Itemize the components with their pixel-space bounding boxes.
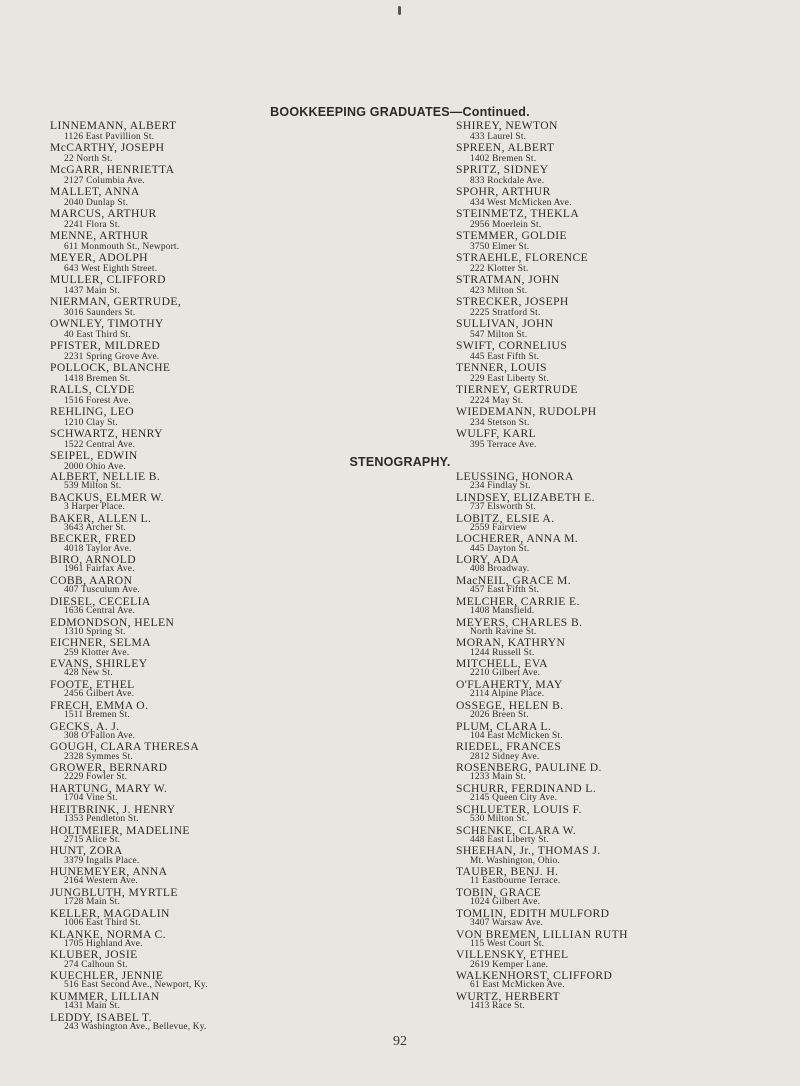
graduate-name: STEMMER, GOLDIE bbox=[456, 229, 567, 242]
graduate-address: 2026 Breen St. bbox=[470, 709, 529, 720]
graduate-address: 1961 Fairfax Ave. bbox=[64, 564, 135, 575]
graduate-name: LINNEMANN, ALBERT bbox=[50, 119, 177, 132]
graduate-address: 547 Milton St. bbox=[470, 329, 528, 340]
bookkeeping-heading: BOOKKEEPING GRADUATES—Continued. bbox=[270, 105, 530, 119]
graduate-entry bbox=[456, 575, 628, 596]
graduate-address: 2241 Flora St. bbox=[64, 219, 121, 230]
graduate-name: MORAN, KATHRYN bbox=[456, 636, 566, 650]
graduate-address: 1233 Main St. bbox=[470, 772, 526, 783]
graduate-name: MALLET, ANNA bbox=[50, 185, 140, 198]
graduate-entry bbox=[456, 318, 597, 340]
graduate-address: 1431 Main St. bbox=[64, 1001, 120, 1012]
graduate-entry bbox=[456, 845, 628, 866]
graduate-entry bbox=[456, 340, 597, 362]
graduate-address: 4018 Taylor Ave. bbox=[64, 543, 132, 554]
graduate-name: COBB, AARON bbox=[50, 573, 133, 587]
graduate-name: GOUGH, CLARA THERESA bbox=[50, 740, 200, 754]
graduate-name: TENNER, LOUIS bbox=[456, 361, 547, 374]
graduate-address: 222 Klotter St. bbox=[470, 263, 529, 274]
graduate-entry bbox=[456, 384, 597, 406]
graduate-address: 445 Dayton St. bbox=[470, 543, 530, 554]
graduate-entry bbox=[456, 428, 597, 450]
graduate-address: 1511 Bremen St. bbox=[64, 709, 130, 720]
graduate-name: LEDDY, ISABEL T. bbox=[50, 1010, 152, 1024]
graduate-entry bbox=[50, 296, 181, 318]
bookkeeping-left-column bbox=[50, 120, 181, 472]
graduate-entry bbox=[456, 866, 628, 887]
graduate-name: VON BREMEN, LILLIAN RUTH bbox=[456, 927, 628, 941]
graduate-address: 3016 Saunders St. bbox=[64, 307, 136, 318]
graduate-address: 2619 Kemper Lane. bbox=[470, 959, 549, 970]
graduate-name: STRECKER, JOSEPH bbox=[456, 295, 569, 308]
graduate-address: 643 West Eighth Street. bbox=[64, 263, 158, 274]
graduate-name: POLLOCK, BLANCHE bbox=[50, 361, 171, 374]
graduate-entry bbox=[456, 804, 628, 825]
graduate-entry bbox=[50, 554, 208, 575]
graduate-entry bbox=[50, 274, 181, 296]
graduate-address: 274 Calhoun St. bbox=[64, 959, 128, 970]
graduate-entry bbox=[456, 762, 628, 783]
graduate-address: 2229 Fowler St. bbox=[64, 772, 128, 783]
graduate-entry bbox=[50, 970, 208, 991]
graduate-name: DIESEL, CECELIA bbox=[50, 594, 151, 608]
graduate-name: HOLTMEIER, MADELINE bbox=[50, 823, 190, 837]
graduate-entry bbox=[456, 679, 628, 700]
graduate-address: 2224 May St. bbox=[470, 395, 524, 406]
graduate-name: ROSENBERG, PAULINE D. bbox=[456, 761, 602, 775]
graduate-name: FRECH, EMMA O. bbox=[50, 698, 149, 712]
graduate-address: 1210 Clay St. bbox=[64, 417, 118, 428]
graduate-name: WIEDEMANN, RUDOLPH bbox=[456, 405, 597, 418]
graduate-name: REHLING, LEO bbox=[50, 405, 135, 418]
graduate-address: 2114 Alpine Place. bbox=[470, 689, 545, 700]
graduate-address: 2456 Gilbert Ave. bbox=[64, 689, 135, 700]
graduate-name: OWNLEY, TIMOTHY bbox=[50, 317, 164, 330]
graduate-name: PLUM, CLARA L. bbox=[456, 719, 552, 733]
graduate-address: 1126 East Pavillion St. bbox=[64, 131, 155, 142]
graduate-address: 1413 Race St. bbox=[470, 1001, 525, 1012]
graduate-entry bbox=[50, 658, 208, 679]
graduate-entry bbox=[456, 637, 628, 658]
graduate-entry bbox=[456, 741, 628, 762]
graduate-name: SCHWARTZ, HENRY bbox=[50, 427, 163, 440]
graduate-entry bbox=[456, 471, 628, 492]
graduate-address: 22 North St. bbox=[64, 153, 113, 164]
graduate-address: 234 Stetson St. bbox=[470, 417, 530, 428]
graduate-address: 833 Rockdale Ave. bbox=[470, 175, 545, 186]
graduate-entry bbox=[50, 428, 181, 450]
graduate-address: 1516 Forest Ave. bbox=[64, 395, 131, 406]
graduate-name: MULLER, CLIFFORD bbox=[50, 273, 166, 286]
graduate-address: 1006 East Third St. bbox=[64, 917, 141, 928]
graduate-entry bbox=[50, 340, 181, 362]
graduate-name: MENNE, ARTHUR bbox=[50, 229, 149, 242]
graduate-name: LOCHERER, ANNA M. bbox=[456, 532, 579, 546]
graduate-address: 3643 Archer St. bbox=[64, 522, 127, 533]
graduate-name: EVANS, SHIRLEY bbox=[50, 657, 148, 671]
graduate-entry bbox=[456, 362, 597, 384]
graduate-name: SPRITZ, SIDNEY bbox=[456, 163, 549, 176]
graduate-name: TOMLIN, EDITH MULFORD bbox=[456, 906, 610, 920]
graduate-entry bbox=[50, 887, 208, 908]
graduate-address: 2145 Queen City Ave. bbox=[470, 793, 558, 804]
graduate-name: MELCHER, CARRIE E. bbox=[456, 594, 580, 608]
graduate-address: 2559 Fairview bbox=[470, 522, 528, 533]
graduate-entry bbox=[456, 296, 597, 318]
graduate-name: LOBITZ, ELSIE A. bbox=[456, 511, 555, 525]
graduate-name: MITCHELL, EVA bbox=[456, 657, 548, 671]
graduate-name: LINDSEY, ELIZABETH E. bbox=[456, 490, 595, 504]
graduate-name: WALKENHORST, CLIFFORD bbox=[456, 969, 613, 983]
graduate-entry bbox=[50, 741, 208, 762]
graduate-entry bbox=[50, 186, 181, 208]
print-mark bbox=[398, 6, 401, 15]
graduate-name: SPOHR, ARTHUR bbox=[456, 185, 551, 198]
graduate-entry bbox=[50, 721, 208, 742]
graduate-name: McGARR, HENRIETTA bbox=[50, 163, 175, 176]
graduate-address: 433 Laurel St. bbox=[470, 131, 527, 142]
graduate-entry bbox=[50, 230, 181, 252]
graduate-address: 3407 Warsaw Ave. bbox=[470, 917, 544, 928]
stenography-left-column bbox=[50, 471, 208, 1033]
graduate-address: 539 Milton St. bbox=[64, 481, 122, 492]
graduate-address: 1437 Main St. bbox=[64, 285, 120, 296]
graduate-address: 1310 Spring St. bbox=[64, 626, 126, 637]
graduate-entry bbox=[50, 164, 181, 186]
graduate-address: 2328 Symmes St. bbox=[64, 751, 133, 762]
graduate-name: KLUBER, JOSIE bbox=[50, 948, 138, 962]
graduate-name: TAUBER, BENJ. H. bbox=[456, 865, 559, 879]
graduate-address: 3750 Elmer St. bbox=[470, 241, 530, 252]
graduate-entry bbox=[50, 825, 208, 846]
graduate-name: STRAEHLE, FLORENCE bbox=[456, 251, 589, 264]
graduate-entry bbox=[50, 533, 208, 554]
graduate-name: BAKER, ALLEN L. bbox=[50, 511, 152, 525]
graduate-address: Mt. Washington, Ohio. bbox=[470, 855, 560, 866]
graduate-entry bbox=[456, 492, 628, 513]
graduate-entry bbox=[50, 845, 208, 866]
graduate-address: 516 East Second Ave., Newport, Ky. bbox=[64, 980, 208, 991]
graduate-entry bbox=[50, 208, 181, 230]
graduate-address: 1024 Gilbert Ave. bbox=[470, 897, 541, 908]
graduate-entry bbox=[50, 120, 181, 142]
graduate-entry bbox=[50, 949, 208, 970]
graduate-name: SPREEN, ALBERT bbox=[456, 141, 555, 154]
graduate-address: 243 Washington Ave., Bellevue, Ky. bbox=[64, 1021, 207, 1032]
graduate-address: 1244 Russell St. bbox=[470, 647, 535, 658]
graduate-name: HUNT, ZORA bbox=[50, 844, 123, 858]
graduate-address: 40 East Third St. bbox=[64, 329, 131, 340]
graduate-name: SULLIVAN, JOHN bbox=[456, 317, 554, 330]
graduate-entry bbox=[50, 362, 181, 384]
graduate-name: EDMONDSON, HELEN bbox=[50, 615, 175, 629]
graduate-address: 259 Klotter Ave. bbox=[64, 647, 130, 658]
graduate-name: FOOTE, ETHEL bbox=[50, 677, 135, 691]
graduate-address: 530 Milton St. bbox=[470, 813, 528, 824]
graduate-address: 2210 Gilbert Ave. bbox=[470, 668, 541, 679]
graduate-address: 3 Harper Place. bbox=[64, 502, 126, 512]
graduate-address: 457 East Fifth St. bbox=[470, 585, 540, 596]
graduate-address: 434 West McMicken Ave. bbox=[470, 197, 572, 208]
graduate-entry bbox=[456, 208, 597, 230]
graduate-entry bbox=[456, 120, 597, 142]
graduate-address: 737 Elsworth St. bbox=[470, 502, 536, 512]
graduate-address: 2000 Ohio Ave. bbox=[64, 461, 126, 472]
graduate-name: McCARTHY, JOSEPH bbox=[50, 141, 165, 154]
graduate-name: HUNEMEYER, ANNA bbox=[50, 865, 168, 879]
graduate-entry bbox=[456, 142, 597, 164]
graduate-address: 1705 Highland Ave. bbox=[64, 938, 143, 949]
graduate-entry bbox=[50, 142, 181, 164]
graduate-address: 2956 Moerlein St. bbox=[470, 219, 542, 230]
graduate-entry bbox=[50, 866, 208, 887]
stenography-right-column bbox=[456, 471, 628, 1012]
graduate-entry bbox=[456, 949, 628, 970]
graduate-name: PFISTER, MILDRED bbox=[50, 339, 161, 352]
graduate-entry bbox=[456, 513, 628, 534]
graduate-address: 2812 Sidney Ave. bbox=[470, 751, 540, 762]
graduate-address: 229 East Liberty St. bbox=[470, 373, 549, 384]
graduate-name: LEUSSING, HONORA bbox=[456, 470, 574, 483]
graduate-entry bbox=[50, 617, 208, 638]
graduate-entry bbox=[456, 721, 628, 742]
graduate-address: 234 Findlay St. bbox=[470, 481, 531, 492]
graduate-entry bbox=[456, 252, 597, 274]
graduate-entry bbox=[456, 406, 597, 428]
graduate-name: EICHNER, SELMA bbox=[50, 636, 151, 650]
graduate-entry bbox=[50, 908, 208, 929]
graduate-address: 308 O'Fallon Ave. bbox=[64, 730, 136, 741]
graduate-name: ALBERT, NELLIE B. bbox=[50, 470, 161, 483]
graduate-entry bbox=[50, 252, 181, 274]
graduate-name: STEINMETZ, THEKLA bbox=[456, 207, 580, 220]
graduate-entry bbox=[50, 929, 208, 950]
graduate-entry bbox=[456, 929, 628, 950]
graduate-address: 428 New St. bbox=[64, 668, 113, 679]
graduate-name: BACKUS, ELMER W. bbox=[50, 490, 164, 504]
graduate-name: JUNGBLUTH, MYRTLE bbox=[50, 885, 178, 899]
graduate-name: MEYERS, CHARLES B. bbox=[456, 615, 583, 629]
graduate-entry bbox=[50, 1012, 208, 1033]
graduate-entry bbox=[50, 384, 181, 406]
graduate-entry bbox=[50, 575, 208, 596]
graduate-entry bbox=[456, 783, 628, 804]
graduate-address: 61 East McMicken Ave. bbox=[470, 980, 565, 991]
page-number: 92 bbox=[393, 1034, 407, 1049]
graduate-entry bbox=[50, 513, 208, 534]
graduate-name: SEIPEL, EDWIN bbox=[50, 449, 138, 462]
graduate-address: 448 East Liberty St. bbox=[470, 834, 549, 845]
graduate-name: BIRO, ARNOLD bbox=[50, 553, 136, 567]
stenography-heading: STENOGRAPHY. bbox=[349, 455, 451, 469]
graduate-name: WURTZ, HERBERT bbox=[456, 989, 561, 1003]
graduate-entry bbox=[456, 596, 628, 617]
graduate-name: VILLENSKY, ETHEL bbox=[456, 948, 569, 962]
graduate-address: 423 Milton St. bbox=[470, 285, 528, 296]
graduate-name: BECKER, FRED bbox=[50, 532, 136, 546]
graduate-entry bbox=[456, 658, 628, 679]
graduate-address: 611 Monmouth St., Newport. bbox=[64, 241, 180, 252]
graduate-entry bbox=[456, 274, 597, 296]
graduate-name: MARCUS, ARTHUR bbox=[50, 207, 157, 220]
graduate-name: RIEDEL, FRANCES bbox=[456, 740, 562, 754]
graduate-name: SCHENKE, CLARA W. bbox=[456, 823, 577, 837]
graduate-name: KUECHLER, JENNIE bbox=[50, 969, 164, 983]
graduate-name: O'FLAHERTY, MAY bbox=[456, 677, 563, 691]
graduate-name: MacNEIL, GRACE M. bbox=[456, 573, 571, 587]
graduate-entry bbox=[50, 762, 208, 783]
graduate-address: 408 Broadway. bbox=[470, 564, 530, 575]
graduate-name: KELLER, MAGDALIN bbox=[50, 906, 170, 920]
graduate-address: 1353 Pendleton St. bbox=[64, 813, 139, 824]
graduate-address: 3379 Ingalls Place. bbox=[64, 855, 140, 866]
graduate-name: SCHLUETER, LOUIS F. bbox=[456, 802, 582, 816]
graduate-entry bbox=[50, 318, 181, 340]
graduate-name: OSSEGE, HELEN B. bbox=[456, 698, 564, 712]
graduate-entry bbox=[50, 637, 208, 658]
graduate-address: 1418 Bremen St. bbox=[64, 373, 131, 384]
graduate-address: 2164 Western Ave. bbox=[64, 876, 138, 887]
graduate-entry bbox=[50, 471, 208, 492]
graduate-entry bbox=[456, 617, 628, 638]
graduate-address: 2225 Stratford St. bbox=[470, 307, 541, 318]
graduate-entry bbox=[456, 970, 628, 991]
graduate-entry bbox=[456, 554, 628, 575]
graduate-entry bbox=[50, 783, 208, 804]
graduate-entry bbox=[456, 230, 597, 252]
graduate-address: 2715 Alice St. bbox=[64, 834, 121, 845]
graduate-entry bbox=[50, 991, 208, 1012]
graduate-name: SWIFT, CORNELIUS bbox=[456, 339, 568, 352]
graduate-entry bbox=[50, 406, 181, 428]
graduate-entry bbox=[50, 700, 208, 721]
graduate-entry bbox=[456, 700, 628, 721]
graduate-name: TOBIN, GRACE bbox=[456, 885, 542, 899]
graduate-entry bbox=[50, 679, 208, 700]
graduate-entry bbox=[50, 596, 208, 617]
graduate-address: 407 Tusculum Ave. bbox=[64, 585, 140, 596]
graduate-name: GROWER, BERNARD bbox=[50, 761, 168, 775]
graduate-name: TIERNEY, GERTRUDE bbox=[456, 383, 578, 396]
graduate-name: STRATMAN, JOHN bbox=[456, 273, 560, 286]
graduate-address: 2127 Columbia Ave. bbox=[64, 175, 145, 186]
graduate-name: NIERMAN, GERTRUDE, bbox=[50, 295, 182, 308]
graduate-address: 1704 Vine St. bbox=[64, 793, 118, 804]
graduate-address: 2231 Spring Grove Ave. bbox=[64, 351, 160, 362]
graduate-name: KUMMER, LILLIAN bbox=[50, 989, 160, 1003]
graduate-entry bbox=[50, 804, 208, 825]
graduate-address: 1408 Mansfield. bbox=[470, 605, 535, 616]
graduate-name: RALLS, CLYDE bbox=[50, 383, 135, 396]
graduate-entry bbox=[456, 164, 597, 186]
graduate-address: 11 Eastbourne Terrace. bbox=[470, 876, 561, 887]
graduate-entry bbox=[456, 908, 628, 929]
graduate-address: 115 West Court St. bbox=[470, 938, 545, 949]
graduate-address: 1522 Central Ave. bbox=[64, 439, 136, 450]
graduate-entry bbox=[456, 825, 628, 846]
graduate-entry bbox=[50, 492, 208, 513]
graduate-address: 1636 Central Ave. bbox=[64, 605, 136, 616]
graduate-entry bbox=[456, 186, 597, 208]
graduate-address: 395 Terrace Ave. bbox=[470, 439, 537, 450]
graduate-name: HARTUNG, MARY W. bbox=[50, 781, 168, 795]
graduate-name: KLANKE, NORMA C. bbox=[50, 927, 166, 941]
graduate-name: LORY, ADA bbox=[456, 553, 520, 567]
graduate-address: North Ravine St. bbox=[470, 626, 537, 637]
graduate-entry bbox=[456, 533, 628, 554]
graduate-name: SHIREY, NEWTON bbox=[456, 119, 558, 132]
graduate-address: 1728 Main St. bbox=[64, 897, 120, 908]
graduate-entry bbox=[456, 991, 628, 1012]
graduate-address: 445 East Fifth St. bbox=[470, 351, 540, 362]
graduate-address: 2040 Dunlap St. bbox=[64, 197, 129, 208]
graduate-name: GECKS, A. J. bbox=[50, 719, 120, 733]
graduate-address: 104 East McMicken St. bbox=[470, 730, 563, 741]
graduate-entry bbox=[456, 887, 628, 908]
graduate-name: SCHURR, FERDINAND L. bbox=[456, 781, 597, 795]
bookkeeping-right-column bbox=[456, 120, 597, 450]
graduate-name: HEITBRINK, J. HENRY bbox=[50, 802, 176, 816]
graduate-name: MEYER, ADOLPH bbox=[50, 251, 148, 264]
graduate-name: SHEEHAN, Jr., THOMAS J. bbox=[456, 844, 601, 858]
graduate-name: WULFF, KARL bbox=[456, 427, 537, 440]
graduate-address: 1402 Bremen St. bbox=[470, 153, 537, 164]
